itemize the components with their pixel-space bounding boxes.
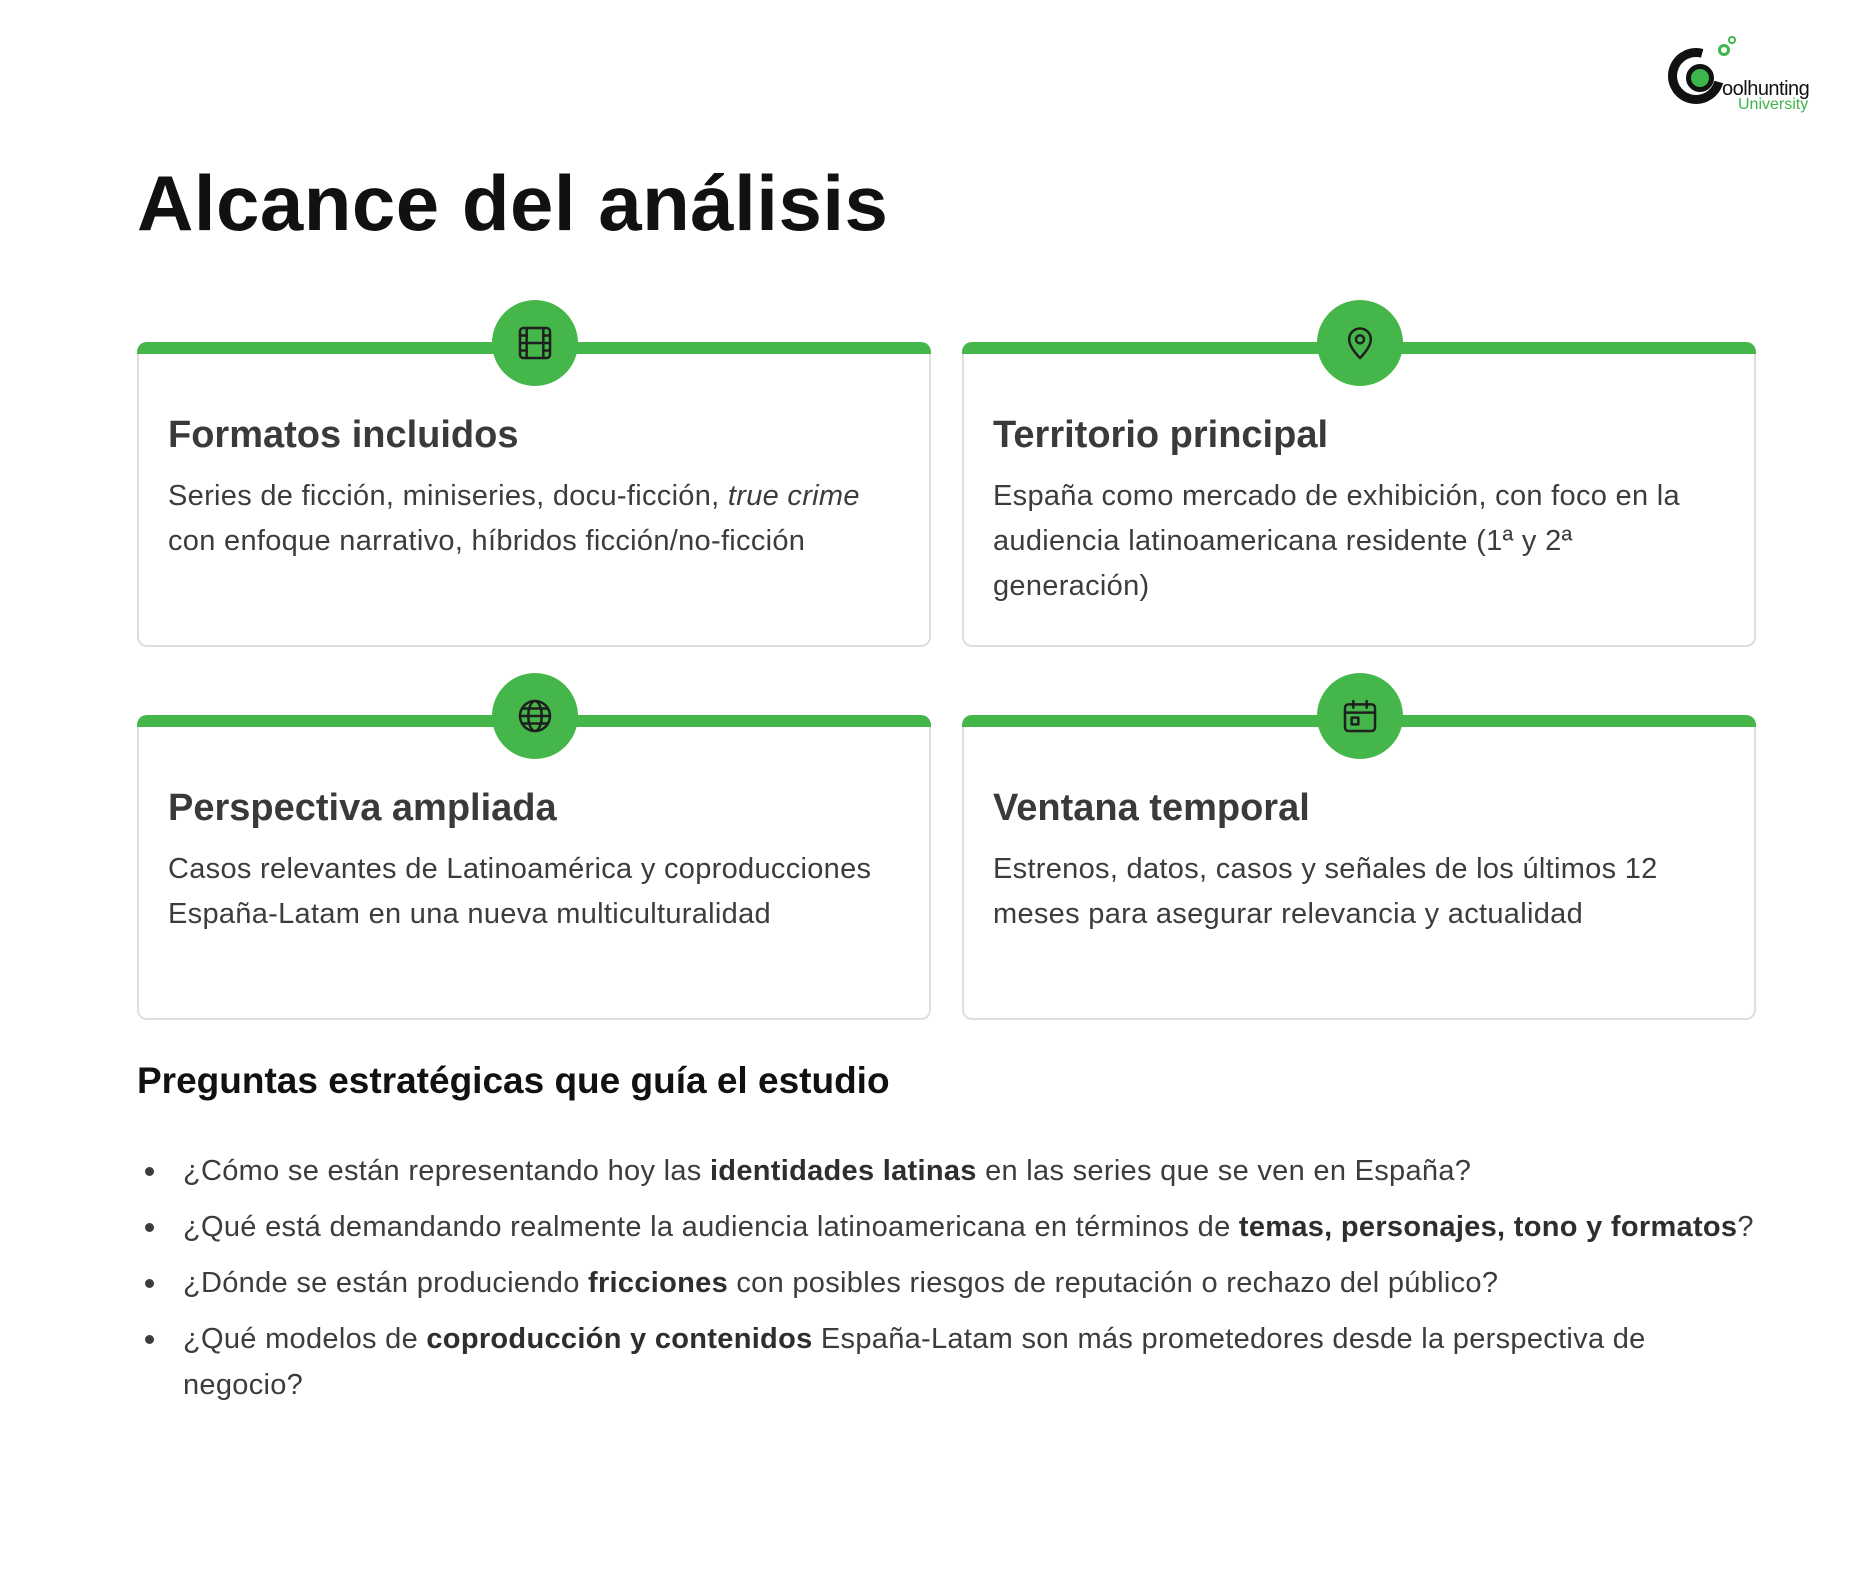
text-run: Series de ficción, miniseries, docu-ficción,: [168, 480, 728, 512]
emphasis-text: identidades latinas: [709, 1155, 977, 1187]
calendar-icon: [1317, 673, 1403, 759]
questions-title: Preguntas estratégicas que guía el estudio: [137, 1060, 890, 1101]
text-run: en las series que se ven en España?: [976, 1155, 1472, 1187]
text-run: ¿Dónde se están produciendo: [183, 1267, 588, 1299]
text-run: ¿Qué modelos de: [183, 1323, 427, 1355]
question-item: [137, 1148, 1757, 1194]
map-pin-icon: [1317, 300, 1403, 386]
card-title: Ventana temporal: [993, 787, 1310, 829]
card-territorio: [962, 342, 1756, 647]
card-title: Perspectiva ampliada: [168, 787, 557, 829]
text-run: Casos relevantes de Latinoamérica y coproducciones España-Latam en una nueva multiculturalidad: [168, 853, 872, 930]
text-run: con enfoque narrativo, híbridos ficción/no-ficción: [168, 525, 806, 557]
card-body: [168, 474, 889, 564]
emphasis-text: temas, personajes, tono y formatos: [1238, 1211, 1738, 1243]
text-run: ?: [1737, 1211, 1754, 1243]
card-formatos: [137, 342, 931, 647]
text-run: con posibles riesgos de reputación o rechazo del público?: [728, 1267, 1499, 1299]
question-item: [137, 1316, 1757, 1408]
page-title: Alcance del análisis: [137, 159, 889, 247]
card-ventana: [962, 715, 1756, 1020]
logo-dot: [1686, 64, 1714, 92]
card-body: [168, 847, 889, 937]
film-icon: [492, 300, 578, 386]
card-title: Formatos incluidos: [168, 414, 519, 456]
emphasis-text: coproducción y contenidos: [426, 1323, 813, 1355]
card-body: [993, 474, 1714, 609]
text-run: ¿Qué está demandando realmente la audiencia latinoamericana en términos de: [183, 1211, 1239, 1243]
logo-subtitle: University: [1738, 96, 1809, 113]
card-perspectiva: [137, 715, 931, 1020]
logo-wordmark: oolhunting: [1722, 78, 1810, 100]
brand-logo: [1664, 36, 1854, 120]
emphasis-text: fricciones: [588, 1267, 728, 1299]
italic-text: true crime: [727, 480, 860, 512]
question-item: [137, 1204, 1757, 1250]
logo-bubble: [1718, 44, 1730, 56]
text-run: ¿Cómo se están representando hoy las: [183, 1155, 710, 1187]
text-run: Estrenos, datos, casos y señales de los últimos 12 meses para asegurar relevancia y actualidad: [993, 853, 1658, 930]
text-run: España como mercado de exhibición, con foco en la audiencia latinoamericana residente (1ª y 2ª generación): [993, 480, 1680, 602]
question-item: [137, 1260, 1757, 1306]
card-title: Territorio principal: [993, 414, 1329, 456]
card-body: [993, 847, 1714, 937]
questions-list: [137, 1148, 1757, 1418]
logo-bubble-small: [1728, 36, 1736, 44]
text-run: España-Latam son más prometedores desde la perspectiva de negocio?: [183, 1323, 1646, 1401]
globe-icon: [492, 673, 578, 759]
